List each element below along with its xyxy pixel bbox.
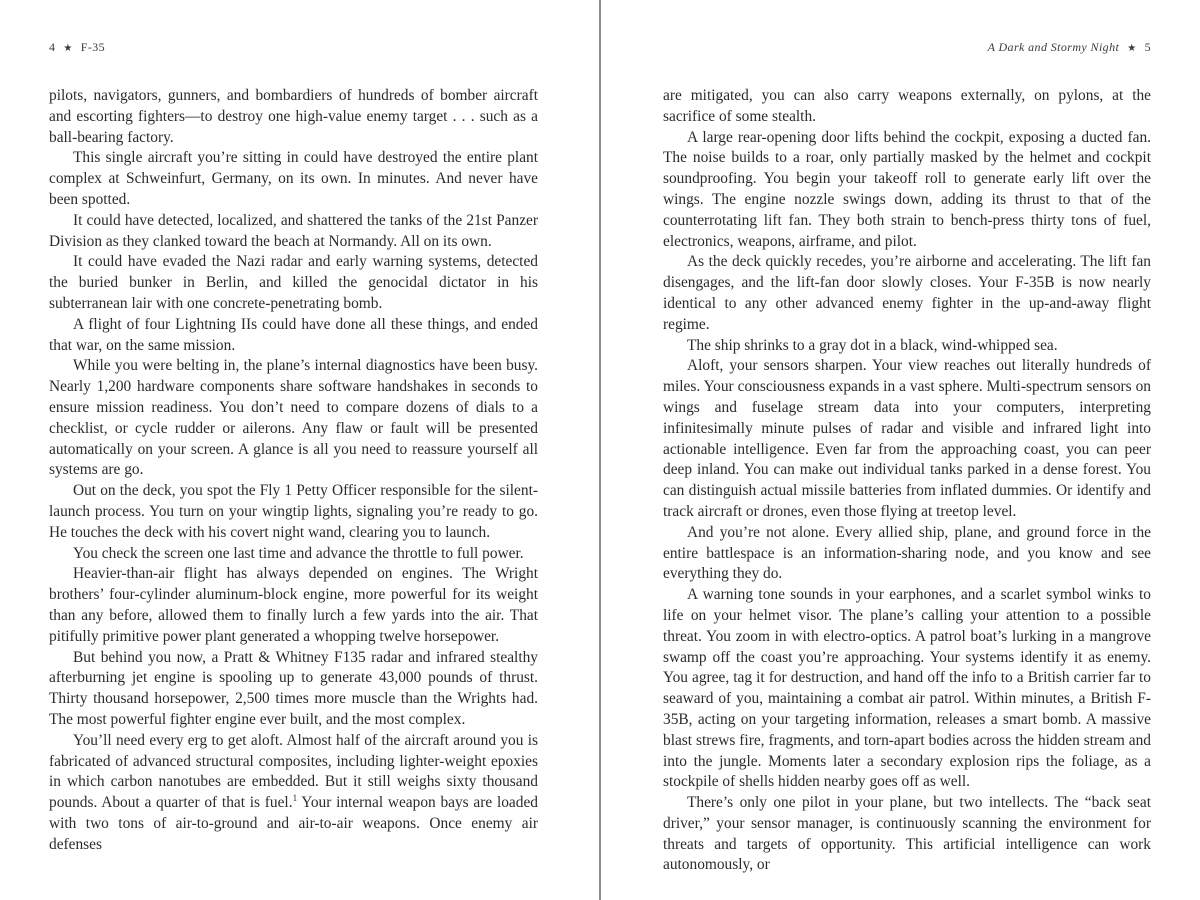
right-page (601, 0, 1200, 900)
left-body-text (49, 86, 538, 855)
paragraph-text: Your internal weapon bays are loaded with two tons of air-to-ground and air-to-air weapons. Once enemy air defenses (49, 794, 538, 853)
paragraph: As the deck quickly recedes, you’re airborne and accelerating. The lift fan disengages, and the lift-fan door slowly closes. Your F-35B is now nearly identical to any other advanced enemy fighter in the up-and-away flight regime. (663, 253, 1151, 333)
paragraph: And you’re not alone. Every allied ship, plane, and ground force in the entire battlespace is an information-sharing node, and you know and see everything they do. (663, 523, 1151, 583)
right-page-number: 5 (1144, 40, 1151, 54)
paragraph: While you were belting in, the plane’s internal diagnostics have been busy. Nearly 1,200 hardware components share software handshakes in seconds to ensure mission readiness. You don’t need to compare dozens of dials to a checklist, or cycle rudder or ailerons. Any flaw or fault will be presented automatically on your screen. A glance is all you need to reassure yourself all systems are go. (49, 357, 538, 479)
paragraph-text: You’ll need every erg to get aloft. Almost half of the aircraft around you is fabricated of advanced structural composites, including lighter-weight epoxies in which carbon nanotubes are embedded. But it still weighs sixty thousand pounds. About a quarter of that is fuel. (49, 731, 538, 812)
paragraph: The ship shrinks to a gray dot in a black, wind-whipped sea. (687, 336, 1058, 354)
book-title: F-35 (80, 40, 106, 54)
star-ornament-icon: ★ (1127, 43, 1137, 54)
left-running-head (49, 40, 105, 55)
paragraph: Out on the deck, you spot the Fly 1 Petty Officer responsible for the silent-launch process. You turn on your wingtip lights, signaling you’re ready to go. He touches the deck with his covert night wand, clearing you to launch. (49, 482, 538, 541)
paragraph: But behind you now, a Pratt & Whitney F135 radar and infrared stealthy afterburning jet engine is spooling up to generate 43,000 pounds of thrust. Thirty thousand horsepower, 2,500 times more muscle than the Wrights had. The most powerful fighter engine ever built, and the most complex. (49, 648, 538, 728)
paragraph-with-footnote (49, 731, 538, 856)
paragraph: It could have detected, localized, and shattered the tanks of the 21st Panzer Division as they clanked toward the beach at Normandy. All on its own. (49, 211, 538, 250)
paragraph: pilots, navigators, gunners, and bombardiers of hundreds of bomber aircraft and escorting fighters—to destroy one high-value enemy target . . . such as a ball-bearing factory. (49, 87, 538, 146)
paragraph: This single aircraft you’re sitting in could have destroyed the entire plant complex at Schweinfurt, Germany, on its own. In minutes. And never have been spotted. (49, 149, 538, 208)
star-ornament-icon: ★ (63, 43, 73, 54)
paragraph: You check the screen one last time and advance the throttle to full power. (73, 544, 524, 562)
right-body-text (663, 86, 1151, 876)
paragraph: A warning tone sounds in your earphones, and a scarlet symbol winks to life on your helmet visor. The plane’s calling your attention to a possible threat. You zoom in with electro-optics. A patrol boat’s lurking in a mangrove swamp off the coast you’re approaching. Your systems identify it as enemy. You agree, tag it for destruction, and hand off the info to a British carrier far to seaward of you, maintaining a combat air patrol. Within minutes, a British F-35B, acting on your targeting information, releases a smart bomb. A massive blast strews fire, fragments, and torn-apart bodies across the hidden stream and into the jungle. Moments later a secondary explosion rips the foliage, as a stockpile of shells hidden nearby goes off as well. (663, 586, 1151, 791)
paragraph: A large rear-opening door lifts behind the cockpit, exposing a ducted fan. The noise builds to a roar, only partially masked by the helmet and cockpit soundproofing. You begin your takeoff roll to generate early lift over the wings. The engine nozzle swings down, adding its thrust to that of the counterrotating lift fan. They both strain to bench-press thirty tons of fuel, electronics, weapons, airframe, and pilot. (663, 128, 1151, 250)
right-running-head (988, 40, 1151, 55)
paragraph: Aloft, your sensors sharpen. Your view reaches out literally hundreds of miles. Your consciousness expands in a vast sphere. Multi-spectrum sensors on wings and fuselage stream data into your computers, interpreting infinitesimally minute pulses of radar and visible and infrared light into actionable intelligence. Even far from the approaching coast, you can peer deep inland. You can make out individual tanks parked in a dense forest. You can distinguish actual missile batteries from inflated dummies. Or identify and track aircraft or drones, even those flying at treetop level. (663, 357, 1151, 520)
paragraph: There’s only one pilot in your plane, but two intellects. The “back seat driver,” your sensor manager, is continuously scanning the environment for threats and targets of opportunity. This artificial intelligence can work autonomously, or (663, 794, 1151, 874)
left-page-number: 4 (49, 40, 56, 54)
paragraph: A flight of four Lightning IIs could have done all these things, and ended that war, on the same mission. (49, 315, 538, 354)
paragraph: are mitigated, you can also carry weapons externally, on pylons, at the sacrifice of some stealth. (663, 87, 1151, 125)
paragraph: It could have evaded the Nazi radar and early warning systems, detected the buried bunker in Berlin, and killed the genocidal dictator in his subterranean lair with one concrete-penetrating bomb. (49, 253, 538, 312)
paragraph: Heavier-than-air flight has always depended on engines. The Wright brothers’ four-cylinder aluminum-block engine, more powerful for its weight than any before, allowed them to finally lurch a few yards into the air. That pitifully primitive power plant generated a whopping twelve horsepower. (49, 565, 538, 645)
chapter-title: A Dark and Stormy Night (987, 40, 1120, 54)
footnote-marker[interactable]: 1 (292, 792, 298, 803)
